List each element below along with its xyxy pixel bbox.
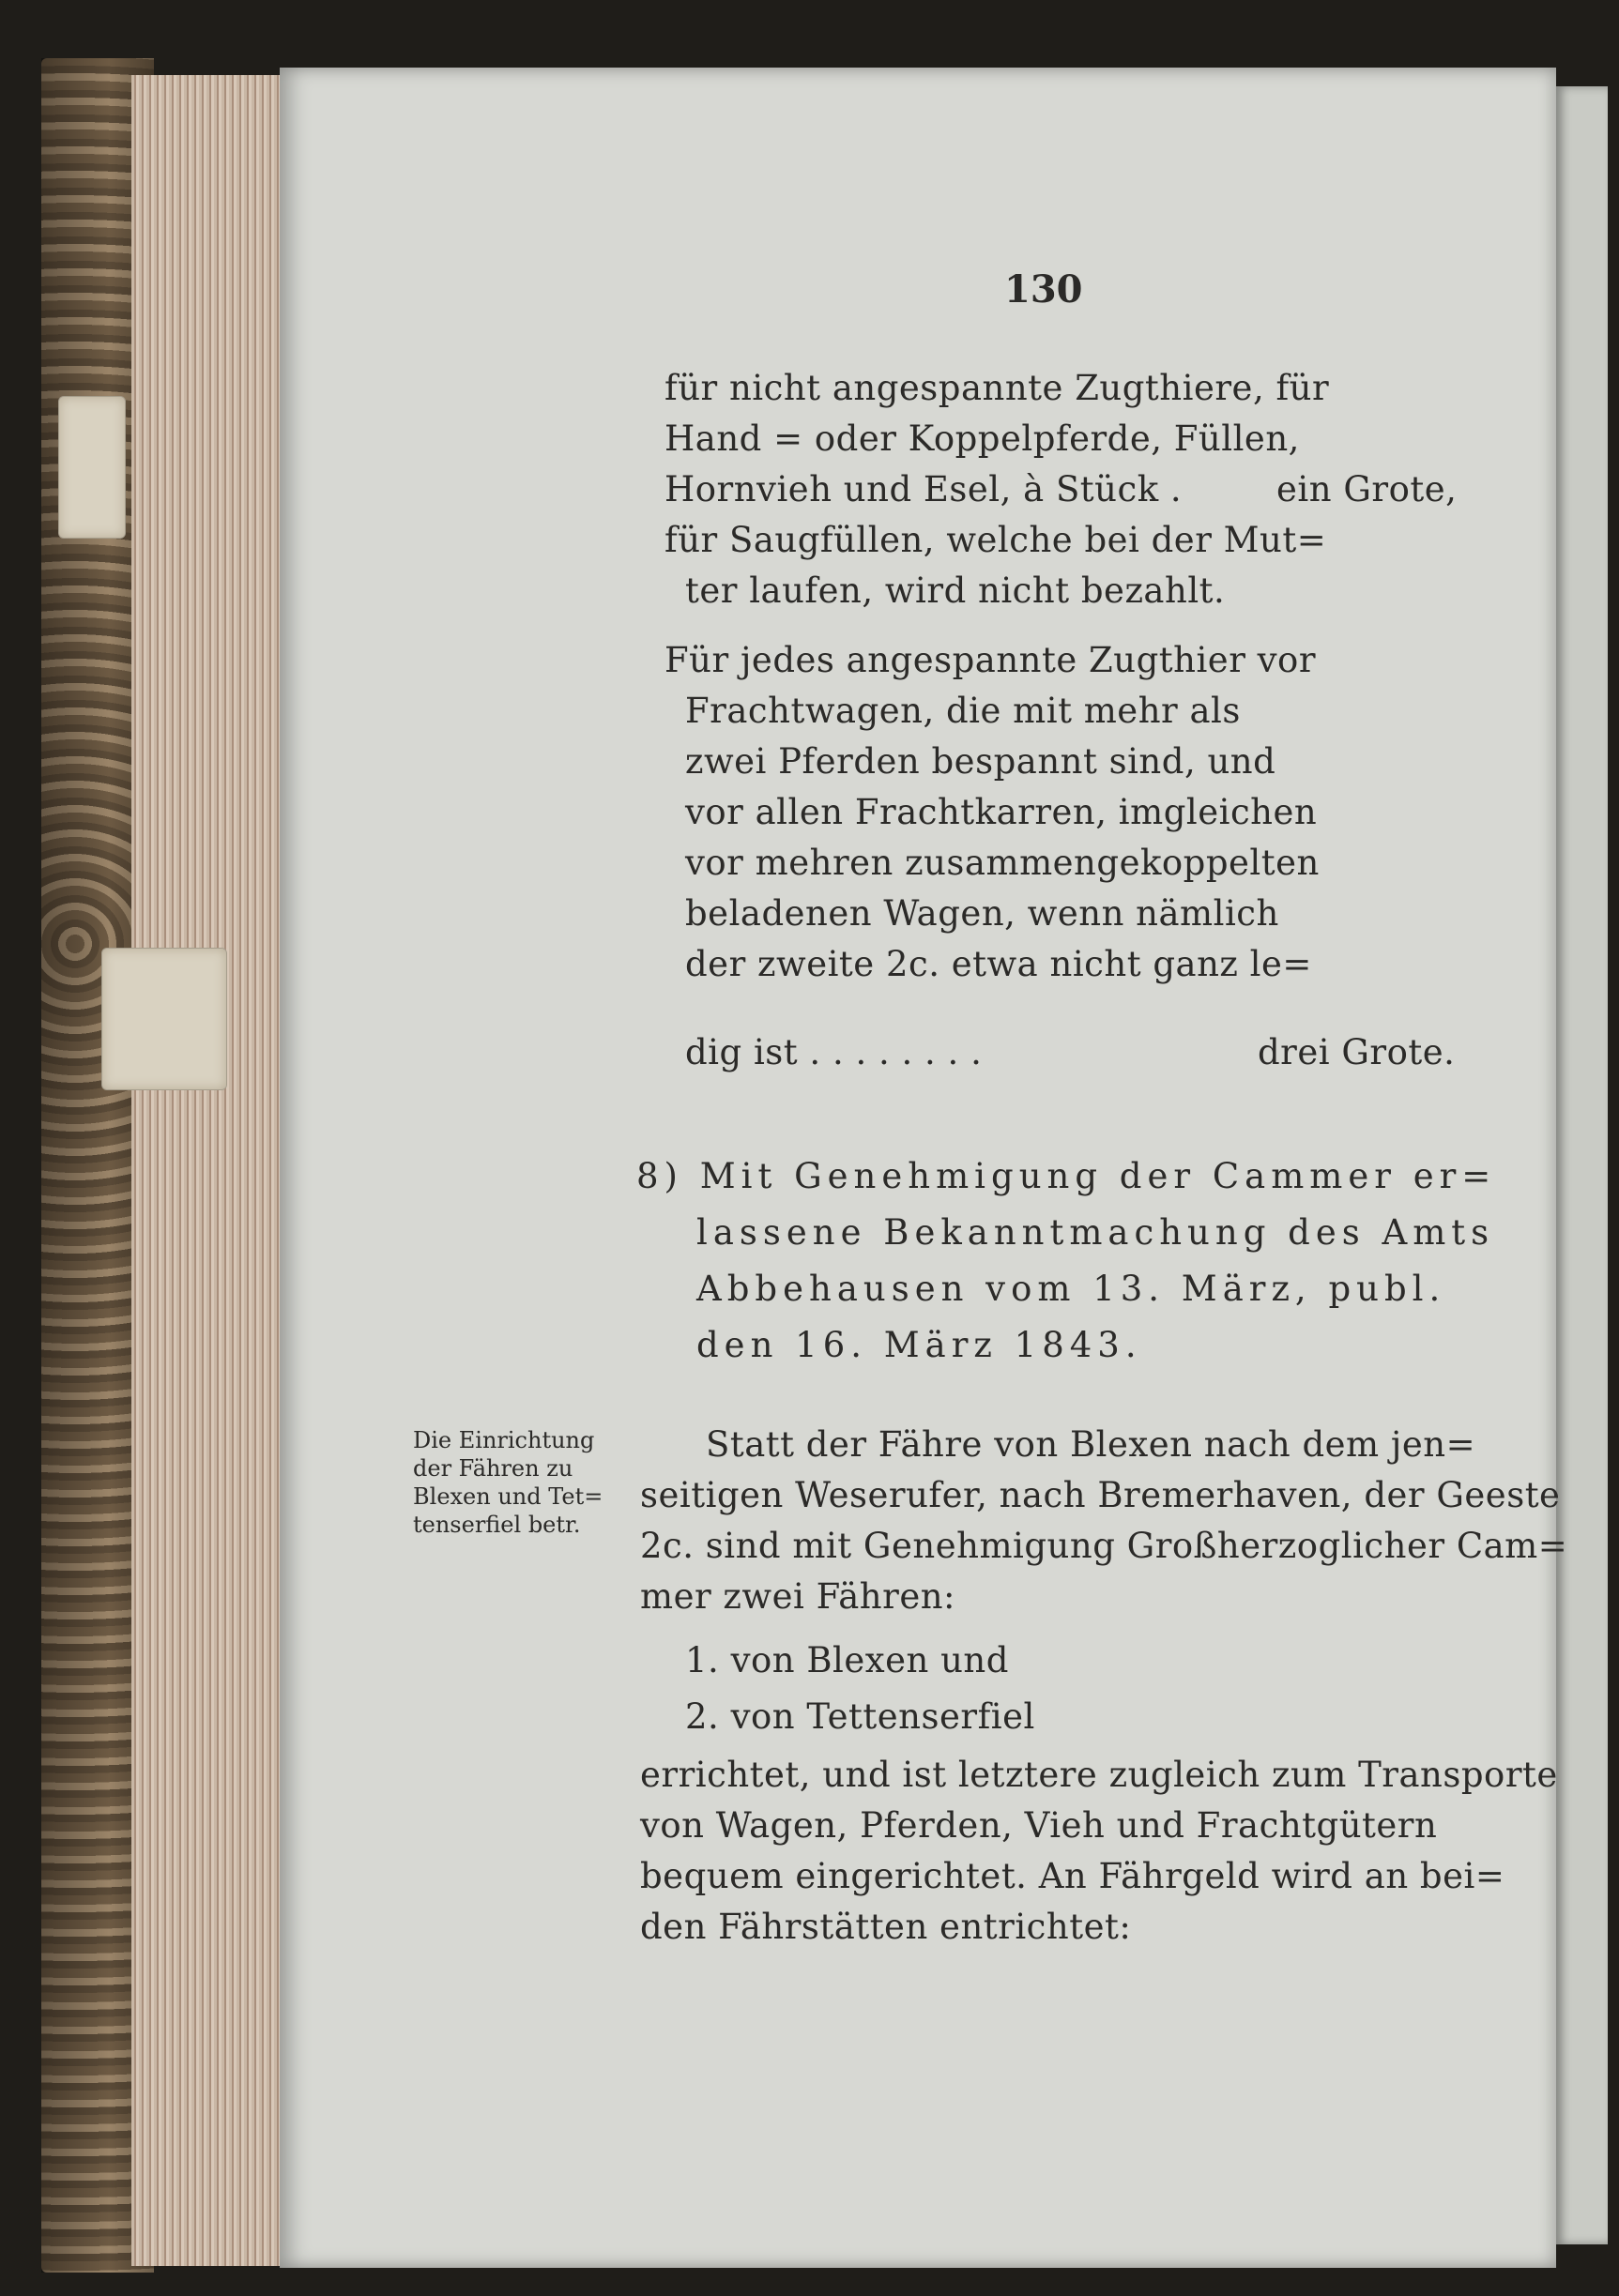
adjacent-page-edge bbox=[1556, 86, 1608, 2244]
section-heading-line-1: 8) Mit Genehmigung der Cammer er= bbox=[636, 1156, 1497, 1196]
body-line-3: 2c. sind mit Genehmigung Großherzoglicher Cam= bbox=[640, 1526, 1568, 1566]
margin-note-line-2: der Fähren zu bbox=[413, 1455, 573, 1482]
margin-note-line-4: tenserfiel betr. bbox=[413, 1512, 581, 1538]
fare-line-4: für Saugfüllen, welche bei der Mut= bbox=[664, 520, 1327, 560]
fare-line-13: dig ist . . . . . . . . bbox=[685, 1032, 983, 1072]
body-line-6: 2. von Tettenserfiel bbox=[685, 1696, 1035, 1737]
body-line-8: von Wagen, Pferden, Vieh und Frachtgütern bbox=[640, 1805, 1438, 1846]
body-line-10: den Fährstätten entrichtet: bbox=[640, 1907, 1132, 1947]
body-line-4: mer zwei Fähren: bbox=[640, 1576, 956, 1617]
fare-line-5: ter laufen, wird nicht bezahlt. bbox=[685, 570, 1226, 611]
body-line-7: errichtet, und ist letztere zugleich zum Transporte bbox=[640, 1755, 1558, 1795]
body-line-5: 1. von Blexen und bbox=[685, 1640, 1009, 1680]
fare-line-3: Hornvieh und Esel, à Stück . bbox=[664, 469, 1183, 509]
fare-line-6: Für jedes angespannte Zugthier vor bbox=[664, 640, 1317, 680]
paper-tab-middle bbox=[101, 948, 227, 1090]
fare-line-7: Frachtwagen, die mit mehr als bbox=[685, 691, 1241, 731]
margin-note-line-1: Die Einrichtung bbox=[413, 1427, 595, 1453]
body-line-1: Statt der Fähre von Blexen nach dem jen= bbox=[706, 1424, 1476, 1465]
fare-line-1: für nicht angespannte Zugthiere, für bbox=[664, 368, 1330, 408]
body-line-9: bequem eingerichtet. An Fährgeld wird an bei= bbox=[640, 1856, 1505, 1896]
margin-note-line-3: Blexen und Tet= bbox=[413, 1483, 603, 1510]
paper-tab-top bbox=[58, 396, 126, 539]
fare-price-1: ein Grote, bbox=[1276, 469, 1458, 509]
body-line-2: seitigen Weserufer, nach Bremerhaven, der Geeste bbox=[640, 1475, 1561, 1515]
section-heading-line-2: lassene Bekanntmachung des Amts bbox=[696, 1212, 1495, 1253]
fare-price-2: drei Grote. bbox=[1258, 1032, 1456, 1072]
section-heading-line-4: den 16. März 1843. bbox=[696, 1325, 1142, 1365]
page-edges bbox=[131, 75, 282, 2266]
fare-line-10: vor mehren zusammengekoppelten bbox=[685, 843, 1320, 883]
fare-line-8: zwei Pferden bespannt sind, und bbox=[685, 741, 1276, 782]
page-number: 130 bbox=[1004, 267, 1083, 312]
fare-line-11: beladenen Wagen, wenn nämlich bbox=[685, 893, 1279, 934]
fare-line-9: vor allen Frachtkarren, imgleichen bbox=[685, 792, 1318, 832]
fare-line-2: Hand = oder Koppelpferde, Füllen, bbox=[664, 418, 1300, 459]
fare-line-12: der zweite 2c. etwa nicht ganz le= bbox=[685, 944, 1312, 984]
section-heading-line-3: Abbehausen vom 13. März, publ. bbox=[696, 1269, 1446, 1309]
